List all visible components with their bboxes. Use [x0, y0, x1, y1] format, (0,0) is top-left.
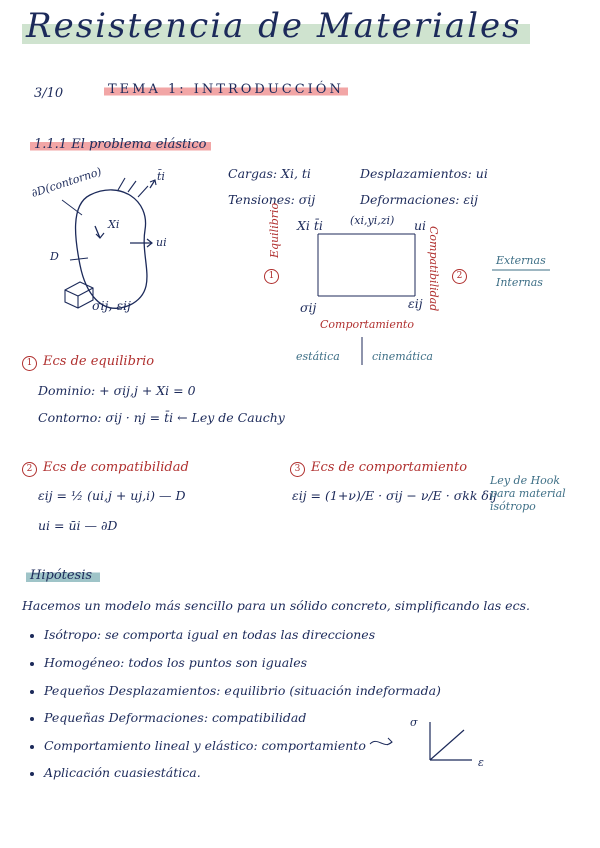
sigma-epsilon-label: σij, εij: [92, 298, 131, 313]
square-top-left: Xi t̄i: [297, 218, 323, 233]
num-right: 2: [452, 263, 473, 284]
equilibrio-label: Equilibrio: [268, 202, 281, 258]
date: 3/10: [34, 86, 64, 101]
eq3-heading: 3 Ecs de comportamiento: [290, 460, 467, 477]
list-item: Pequeñas Deformaciones: compatibilidad: [30, 710, 306, 725]
eq3-note: Ley de Hook para material isótropo: [490, 474, 566, 513]
square-bottom-right: εij: [408, 296, 423, 311]
list-item: Comportamiento lineal y elástico: comportamiento: [30, 738, 366, 753]
cargas-def: Cargas: Xi, ti: [228, 166, 311, 181]
list-item: Isótropo: se comporta igual en todas las direcciones: [30, 627, 375, 642]
page-title: Resistencia de Materiales: [22, 6, 530, 46]
num-left: 1: [264, 263, 285, 284]
square-top-mid: (xi,yi,zi): [350, 214, 395, 227]
desplazamientos-def: Desplazamientos: ui: [360, 166, 488, 181]
eq2-line1: εij = ½ (ui,j + uj,i) — D: [38, 488, 186, 503]
internas-label: Internas: [496, 276, 543, 289]
contorno-label: ∂D(contorno): [29, 165, 104, 200]
cinematica-label: cinemática: [372, 350, 433, 363]
tensiones-def: Tensiones: σij: [228, 192, 316, 207]
eq3-line1: εij = (1+ν)/E · σij − ν/E · σkk δij: [292, 488, 497, 503]
topic-heading: TEMA 1: INTRODUCCIÓN: [104, 82, 348, 97]
domain-label: D: [50, 250, 59, 263]
deformaciones-def: Deformaciones: εij: [360, 192, 479, 207]
section-heading: 1.1.1 El problema elástico: [30, 137, 211, 152]
list-item: Homogéneo: todos los puntos son iguales: [30, 655, 307, 670]
square-top-right: ui: [414, 218, 427, 233]
eq2-line2: ui = ūi — ∂D: [38, 518, 118, 533]
eq1-dominio: Dominio: + σij,j + Xi = 0: [38, 383, 196, 398]
ui-label: ui: [156, 236, 167, 249]
hipotesis-intro: Hacemos un modelo más sencillo para un sólido concreto, simplificando las ecs.: [22, 598, 530, 613]
square-bottom-left: σij: [300, 300, 317, 315]
estatica-label: estática: [296, 350, 340, 363]
eq1-heading: 1 Ecs de equilibrio: [22, 354, 154, 371]
list-item: Aplicación cuasiestática.: [30, 765, 201, 780]
eq1-contorno: Contorno: σij · nj = t̄i ← Ley de Cauchy: [38, 410, 285, 425]
hipotesis-heading: Hipótesis: [26, 568, 100, 583]
list-item: Pequeños Desplazamientos: equilibrio (situación indeformada): [30, 683, 441, 698]
xi-label: Xi: [108, 218, 120, 231]
compatibilidad-label: Compatibilidad: [427, 226, 440, 312]
graph-x-label: ε: [478, 756, 484, 769]
externas-label: Externas: [496, 254, 546, 267]
comportamiento-label: Comportamiento: [320, 318, 414, 331]
eq2-heading: 2 Ecs de compatibilidad: [22, 460, 189, 477]
ti-label: t̄i: [157, 170, 165, 183]
graph-y-label: σ: [410, 716, 418, 729]
